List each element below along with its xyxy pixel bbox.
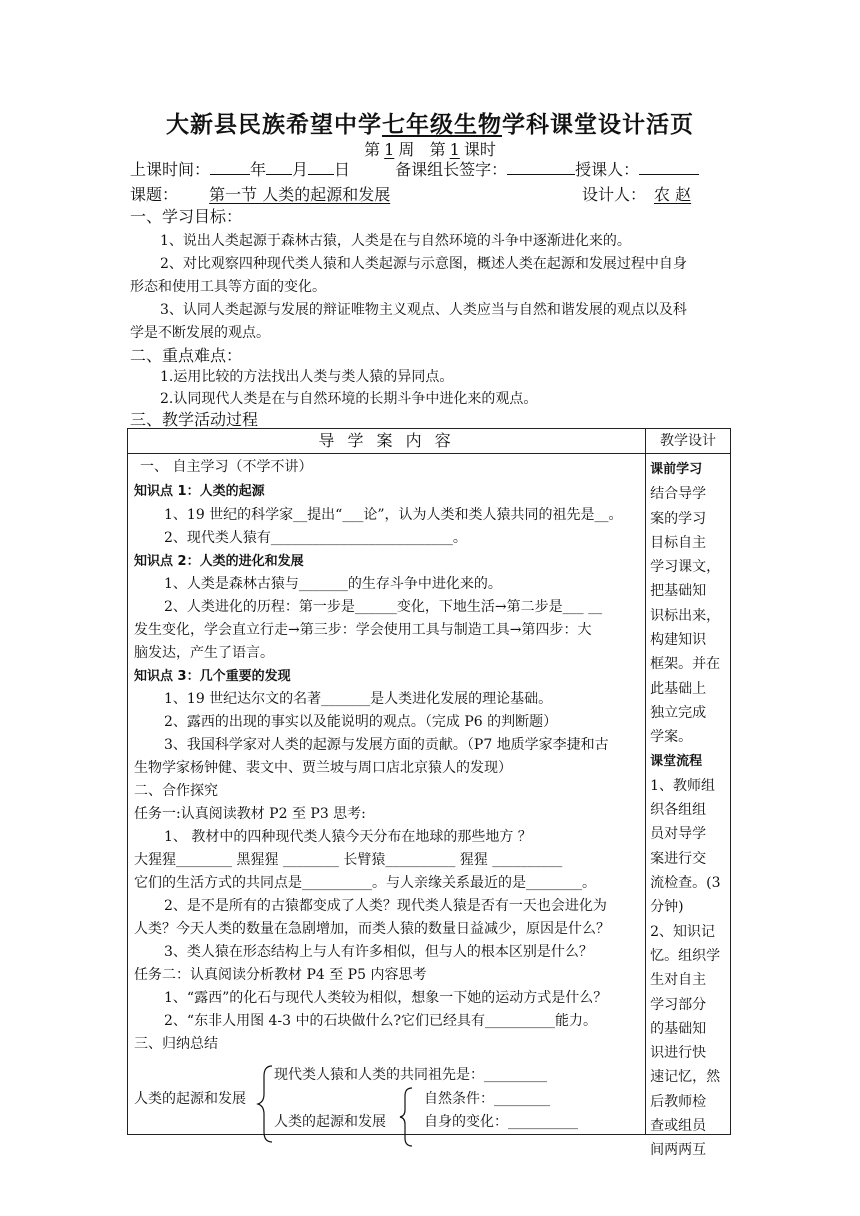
content-line: 发生变化，学会直立行走→第三步：学会使用工具与制造工具→第四步：大	[134, 622, 592, 638]
design-notes-in-class: 1、教师组 织各组组 员对导学 案进行交 流检查。(3 分钟) 2、知识记 忆。组织学 生对自主 学习部分 的基础知 识进行快 速记忆，然 后教师检 查或组员 间两两互	[650, 777, 721, 1159]
process-heading: 三、教学活动过程	[130, 410, 259, 429]
objective-item: 1、说出人类起源于森林古猿，人类是在与自然环境的斗争中逐渐进化来的。	[160, 233, 631, 249]
content-line: 二、合作探究	[134, 783, 218, 799]
content-line: 一、 自主学习（不学不讲）	[140, 459, 313, 475]
objective-item: 形态和使用工具等方面的变化。	[130, 279, 326, 295]
design-notes	[650, 458, 726, 1163]
topic-value: 第一节 人类的起源和发展	[209, 185, 391, 204]
summary-root: 人类的起源和发展	[134, 1091, 246, 1107]
objective-item: 3、认同人类起源与发展的辩证唯物主义观点、人类应当与自然和谐发展的观点以及科	[160, 302, 687, 318]
summary-leaf-1: 自然条件：________	[424, 1091, 550, 1107]
objectives-heading: 一、学习目标：	[130, 207, 243, 226]
class-time-line: 上课时间： 年 月 日 备课组长签字： 授课人：	[130, 157, 699, 180]
content-line: 2、“东非人用图 4-3 中的石块做什么?它们已经具有__________能力。	[164, 1013, 598, 1029]
content-line: 人类？今天人类的数量在急剧增加，而类人猿的数量日益减少，原因是什么？	[134, 921, 610, 937]
keypoint-item: 1.运用比较的方法找出人类与类人猿的异同点。	[160, 369, 454, 385]
design-cell	[646, 454, 731, 1159]
objective-item: 2、对比观察四种现代类人猿和人类起源与示意图，概述人类在起源和发展过程中自身	[160, 256, 687, 272]
content-line: 1、19 世纪达尔文的名著_______是人类进化发展的理论基础。	[164, 691, 553, 707]
content-line: 1、人类是森林古猿与_______的生存斗争中进化来的。	[164, 576, 502, 592]
design-heading: 课堂流程	[650, 753, 703, 769]
content-line: 三、归纳总结	[134, 1036, 218, 1052]
content-heading: 知识点 1：人类的起源	[134, 484, 265, 499]
activity-table	[127, 428, 731, 1159]
objective-item: 学是不断发展的观点。	[130, 325, 270, 341]
summary-branch-2: 人类的起源和发展	[274, 1114, 386, 1130]
content-line: 2、人类进化的历程：第一步是______变化，下地生活→第二步是___ __	[164, 599, 603, 615]
content-heading: 知识点 3：几个重要的发现	[134, 669, 291, 684]
content-line: 任务二：认真阅读分析教材 P4 至 P5 内容思考	[134, 967, 427, 983]
content-line: 2、是不是所有的古猿都变成了人类？现代类人猿是否有一天也会进化为	[164, 898, 607, 914]
content-cell	[128, 454, 646, 1135]
col-header-design: 教学设计	[646, 429, 731, 454]
summary-branch-1: 现代类人猿和人类的共同祖先是：_________	[274, 1067, 547, 1083]
page-title: 大新县民族希望中学七年级生物学科课堂设计活页	[166, 111, 694, 138]
summary-brace-2	[398, 1086, 416, 1148]
week-lesson-line: 第 1 周 第 1 课时	[364, 140, 496, 159]
col-header-content: 导 学 案 内 容	[128, 429, 646, 454]
content-line: 1、19 世纪的科学家__提出“___论”，认为人类和类人猿共同的祖先是__。	[164, 507, 623, 523]
content-line: 生物学家杨钟健、裴文中、贾兰坡与周口店北京猿人的发现）	[134, 760, 512, 776]
keypoints-heading: 二、重点难点：	[130, 346, 243, 365]
content-line: 3、类人猿在形态结构上与人有许多相似，但与人的根本区别是什么？	[164, 944, 593, 960]
content-line: 3、我国科学家对人类的起源与发展方面的贡献。（P7 地质学家李捷和古	[164, 737, 609, 753]
content-line: 任务一:认真阅读教材 P2 至 P3 思考:	[134, 806, 366, 822]
content-line: 脑发达，产生了语言。	[134, 645, 274, 661]
content-line: 2、露西的出现的事实以及能说明的观点。（完成 P6 的判断题）	[164, 714, 558, 730]
content-line: 1、 教材中的四种现代类人猿今天分布在地球的那些地方 ？	[164, 829, 532, 845]
content-line: 2、现代类人猿有__________________________。	[164, 530, 467, 546]
content-line: 大猩猩________ 黑猩猩 ________ 长臂猿__________ 猩猩 __________	[134, 852, 563, 868]
keypoint-item: 2.认同现代人类是在与自然环境的长期斗争中进化来的观点。	[160, 391, 538, 407]
designer-line: 设计人： 农 赵	[582, 185, 692, 204]
content-heading: 知识点 2：人类的进化和发展	[134, 554, 304, 569]
topic-line: 课题： 第一节 人类的起源和发展	[130, 182, 449, 205]
design-heading: 课前学习	[650, 462, 703, 477]
summary-brace-1	[256, 1064, 276, 1144]
design-notes-pre-class: 结合导学 案的学习 目标自主 学习课文， 把基础知 识标出来， 构建知识 框架。并在 此基础上 独立完成 学案。	[650, 486, 721, 746]
summary-leaf-2: 自身的变化：__________	[424, 1114, 578, 1130]
content-line: 它们的生活方式的共同点是__________。与人亲缘关系最近的是________。	[134, 875, 596, 891]
content-line: 1、“露西”的化石与现代人类较为相似，想象一下她的运动方式是什么？	[164, 990, 608, 1006]
